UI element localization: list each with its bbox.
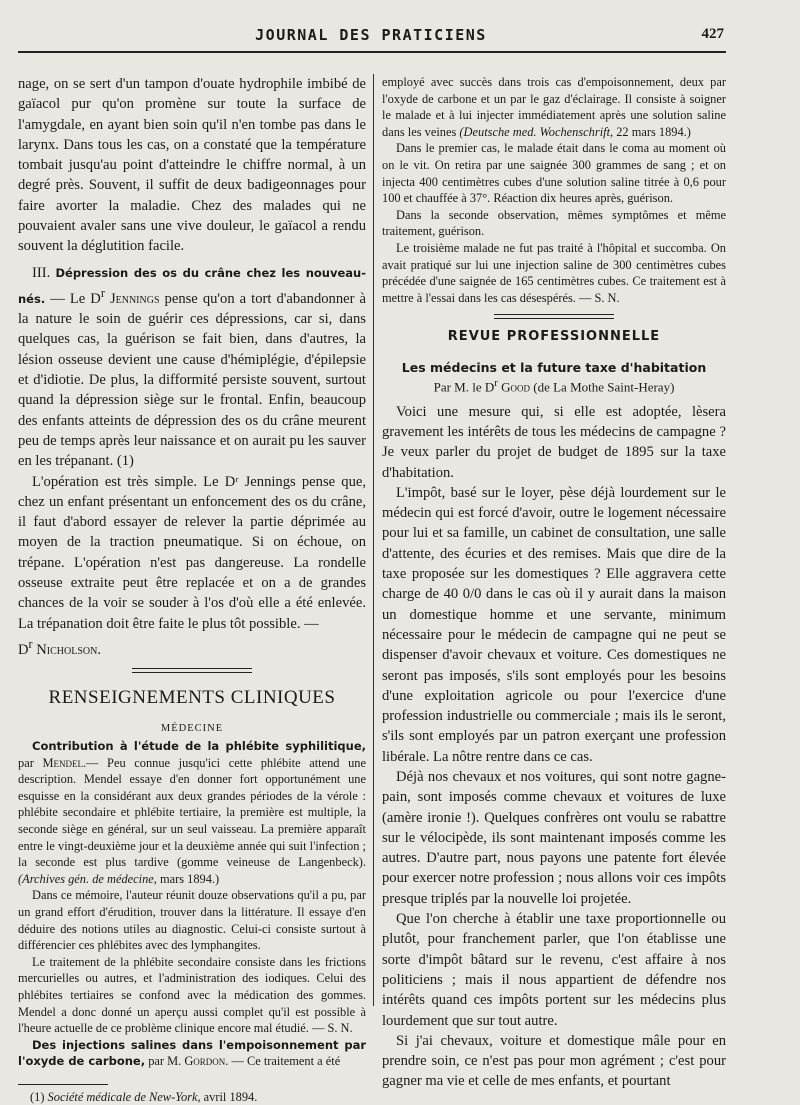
footnote-number: (1) [30,1089,45,1104]
subsection-title: Dépression des os du crâne chez les nouveau-nés. [18,265,366,306]
author-name: Mendel [42,755,83,770]
paragraph-memoire: Dans ce mémoire, l'auteur réunit douze observations qu'il a pu, par un grand effort d'érudition, trouver dans la littérature. Il essaye d'en déduire des notions utiles au diagnostic. Celui-ci consiste surtout à différencier ces phlébites avec des lymphangites. [18,888,366,953]
author-name: Gordon [184,1054,226,1069]
superscript: r [28,636,33,651]
left-column [18,74,366,1105]
header-rule [18,51,726,53]
paragraph-depression [18,263,366,472]
paragraph-gaiacol: nage, on se sert d'un tampon d'ouate hydrophile imbibé de gaïacol pur qu'on promène sur toute la surface de l'amygdale, en ayant bien soin qu'il n'en tombe pas dans le larynx. Dans tous les cas, on a constaté que la température tombait jusqu'au point d'atteindre le chiffre normal, à un degré près. Souvent, il suffit de deux badigeonnages pour faire avorter la maladie. Chez des malades qui ne pouvaient avaler sans une vive douleur, le gaïacol a rendu souvent la déglutition facile. [18,76,366,255]
paragraph-case-one: Dans le premier cas, le malade était dans le coma au moment où on le vit. On retira par une saignée 300 grammes de sang ; et on injecta 400 centimètres cubes d'une solution saline titrée à 0,6 pour 100 et chauffée à 37°. Réaction dix heures après, guérison. [382,141,726,206]
paragraph-chevaux: Déjà nos chevaux et nos voitures, qui sont notre gagne-pain, sont imposés comme chevaux et voitures de luxe (amère ironie !). Quelques confrères ont voulu se rabattre sur le vélocipède, ils sont maintenant imposés comme les autres. D'autre part, nous payons une patente fort élevée pour exercer notre profession ; nous allons voir ces impôts presque triplés par la nouvelle loi projetée. [382,768,726,907]
article-title-taxe: Les médecins et la future taxe d'habitation [401,360,707,376]
signature: Nicholson. [32,641,102,658]
paragraph-continued [382,74,726,140]
paragraph-operation [18,472,366,661]
text-fragment: .— Peu connue jusqu'ici cette phlébite attend une description. Mendel essaye d'en donner fort opportunément une esquisse en la considérant aux deux grandes périodes de la vérole : phlébite secondaire et phlébite tertiaire, la première est multiple, la seconde siège en général, sur un seul vaisseau. La première apparaît entre le vingt-deuxième jour et la deuxième année qui suit l'infection ; la seconde est plus tardive (gomme veineuse de Langenbeck). [18,755,367,870]
footnote-rule [18,1084,108,1085]
paragraph-intro: Voici une mesure qui, si elle est adoptée, lèsera gravement les intérêts de tous les médecins de campagne ? Je veux parler du projet de budget de 1895 sur la taxe d'habitation. [382,403,726,481]
text-fragment: . — Ce traitement a été [225,1054,341,1069]
section-divider [494,314,614,319]
text-fragment: employé avec succès dans trois cas d'empoisonnement, deux par l'oxyde de carbone et un par le gaz d'éclairage. Il consiste à soigner le malade et à lui injecter immédiatement après une solution saline dans les veines [382,75,726,139]
text-fragment: par [18,755,43,770]
section-number: III. [32,264,51,281]
page-header [18,26,724,52]
footnote [18,1089,366,1105]
paragraph-taxe: Que l'on cherche à établir une taxe proportionnelle ou plutôt, pour franchement parler, que l'on établisse une sorte d'impôt bâtard sur le revenu, c'est affaire à nos politiciens ; mais il nous appartient de défendre nos intérêts quand ces impôts portent sur les médecins plus lourdement que sur tout autre. [382,911,726,1029]
text-fragment: 22 mars 1894.) [613,124,691,139]
text-fragment: par M. [145,1054,185,1069]
running-title: JOURNAL DES PRATICIENS [255,26,487,44]
column-divider [373,74,374,1006]
section-title-revue: REVUE PROFESSIONNELLE [447,329,661,345]
section-divider [132,668,252,673]
right-column [382,74,726,1092]
article-title: Contribution à l'étude de la phlébite syphilitique, [32,739,366,754]
paragraph-case-two: Dans la seconde observation, mêmes symptômes et même traitement, guérison. [382,207,726,239]
superscript: r [494,377,498,390]
text-fragment: mars 1894.) [156,871,220,886]
text-fragment: (de La Mothe Saint-Heray) [530,379,675,395]
paragraph-impot: L'impôt, basé sur le loyer, pèse déjà lourdement sur le médecin qui est forcé d'avoir, outre le logement nécessaire pour lui et sa famille, un cabinet de consultation, une salle d'attente, des écuries et des remises. Mais que dire de la taxe proposée sur les domestiques ? Elle aggravera cette charge de 40 0/0 dans le cas où il y aurait dans la maison un domestique homme et une servante, minimum nécessaire pour le médecin de campagne qui ne peut se dispenser d'avoir chevaux et voiture. Ces domestiques ne seront pas imposés, s'ils sont employés pour les besoins d'une exploitation agricole ou pour l'exercice d'une profession industrielle ou commerciale ; mais ils le seront, s'ils sont employés par un patron exerçant une profession libérale. La nôtre rentre dans ce cas. [382,484,726,765]
text-fragment: Par M. le D [433,379,495,395]
byline [382,377,726,395]
article-title: Des injections salines dans l'empoisonnement par l'oxyde de carbone, [18,1037,366,1069]
citation: (Deutsche med. Wochenschrift, [456,124,614,139]
text-fragment: pense qu'on a tort d'abandonner à la nature le soin de guérir ces dépressions, car si, dans quelques cas, la guérison se fait bien, dans d'autres, la lésion osseuse devient une cause d'hémiplégie, d'épilepsie et d'idiotie. De plus, la difformité persiste souvent, surtout quand la dépression siège sur le frontal. Enfin, beaucoup des enfants atteints de dépression des os du crâne meurent peu de temps après leur naissance et on aurait pu les sauver en les trépanant. (1) [18,290,366,470]
paragraph-domestique: Si j'ai chevaux, voiture et domestique mâle pour en prendre soin, ce n'est pas pour mon agrément ; c'est pour gagner ma vie et celle de mes enfants, et pourtant [382,1032,726,1090]
superscript: r [100,285,105,300]
section-title-renseignements: RENSEIGNEMENTS CLINIQUES [48,687,336,709]
paragraph-traitement: Le traitement de la phlébite secondaire consiste dans les frictions mercurielles ou autres, et l'administration des iodiques. Celui des phlébites tertiaires se confond avec la médication des gommes. Mendel a donc donné un aperçu aussi complet qu'il est possible à l'heure actuelle de ce problème clinique encore mal étudié. — S. N. [18,954,366,1036]
text-fragment: — Le D [45,290,101,307]
paragraph-case-three: Le troisième malade ne fut pas traité à l'hôpital et succomba. On avait pratiqué sur lui une injection saline de 300 centimètres cubes précédée d'une saignée de 165 centimètres cubes. Ce traitement est à mettre à l'essai dans les cas désespérés. — S. N. [382,240,726,305]
page-number: 427 [701,26,724,42]
footnote-citation: Société médicale de New-York, [44,1089,201,1104]
signature-prefix: D [18,641,29,658]
text-fragment: L'opération est très simple. Le Dʳ Jennings pense que, chez un enfant présentant un enfoncement des os du crâne, il faut d'abord essayer de relever la partie déprimée au moyen de la traction pneumatique. Si on échoue, on trépane. L'opération n'est pas dangereuse. La rondelle osseuse extraite peut être replacée et on a de grandes chances de la voir se souder à l'os d'où elle a été enlevée. La trépanation doit être faite le plus tôt possible. — [18,473,366,632]
author-name: Jennings [104,290,160,307]
article-phlebite [18,738,366,887]
author-name: Good [497,379,531,395]
article-injections [18,1037,366,1070]
rubric-medecine: MÉDECINE [160,723,224,735]
citation: (Archives gén. de médecine, [18,871,157,886]
text-fragment: avril 1894. [200,1089,258,1104]
